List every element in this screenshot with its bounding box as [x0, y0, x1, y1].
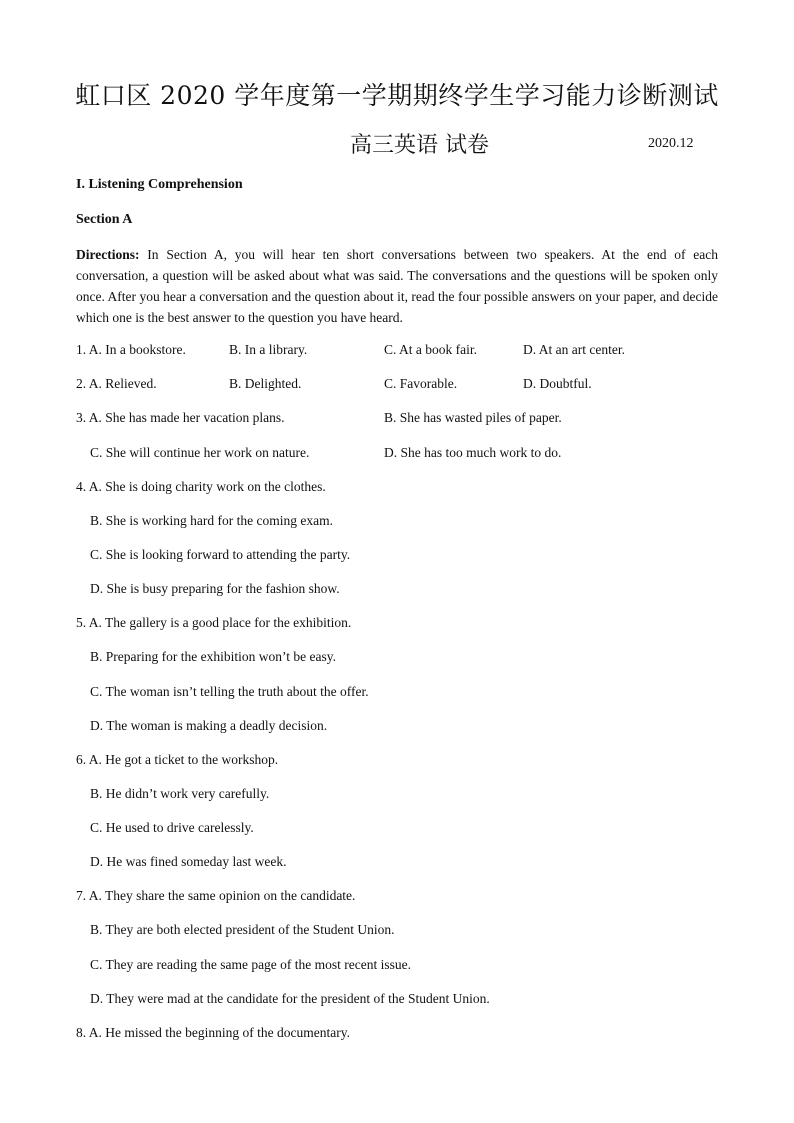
- q5-option-c: C. The woman isn’t telling the truth about the offer.: [90, 684, 369, 699]
- section-title: Section A: [76, 212, 133, 227]
- q3-option-b: B. She has wasted piles of paper.: [384, 410, 562, 425]
- q8-option-a: 8. A. He missed the beginning of the documentary.: [76, 1025, 350, 1040]
- q4-option-c: C. She is looking forward to attending the party.: [90, 547, 351, 562]
- directions-label: Directions:: [76, 247, 140, 262]
- q5-option-a: 5. A. The gallery is a good place for the exhibition.: [76, 615, 352, 630]
- q2-option-c: C. Favorable.: [384, 376, 458, 391]
- exam-date: 2020.12: [648, 136, 694, 151]
- q6-option-d: D. He was fined someday last week.: [90, 854, 287, 869]
- directions-text: In Section A, you will hear ten short conversations between two speakers. At the end of each conversation, a question will be asked about what was said. The conversations and the questions will be spoken only once. After you hear a conversation and the question about it, read the four possible answers on your paper, and decide which one is the best answer to the question you have heard.: [76, 247, 718, 325]
- exam-title: 虹口区 2020 学年度第一学期期终学生学习能力诊断测试: [75, 81, 719, 110]
- q1-option-d: D. At an art center.: [523, 342, 625, 357]
- q7-option-a: 7. A. They share the same opinion on the candidate.: [76, 888, 356, 903]
- q7-option-c: C. They are reading the same page of the most recent issue.: [90, 957, 412, 972]
- q6-option-b: B. He didn’t work very carefully.: [90, 786, 270, 801]
- q3-option-d: D. She has too much work to do.: [384, 445, 562, 460]
- q1-option-a: 1. A. In a bookstore.: [76, 342, 186, 357]
- q2-option-b: B. Delighted.: [229, 376, 302, 391]
- exam-subtitle: 高三英语 试卷: [350, 133, 489, 158]
- q4-option-d: D. She is busy preparing for the fashion show.: [90, 581, 340, 596]
- q6-option-a: 6. A. He got a ticket to the workshop.: [76, 752, 279, 767]
- q5-option-b: B. Preparing for the exhibition won’t be easy.: [90, 649, 336, 664]
- q2-option-a: 2. A. Relieved.: [76, 376, 157, 391]
- q6-option-c: C. He used to drive carelessly.: [90, 820, 254, 835]
- q7-option-d: D. They were mad at the candidate for the president of the Student Union.: [90, 991, 490, 1006]
- q3-option-c: C. She will continue her work on nature.: [90, 445, 310, 460]
- q1-option-b: B. In a library.: [229, 342, 308, 357]
- q2-option-d: D. Doubtful.: [523, 376, 592, 391]
- q4-option-a: 4. A. She is doing charity work on the clothes.: [76, 479, 326, 494]
- part-title: I. Listening Comprehension: [76, 177, 243, 192]
- q4-option-b: B. She is working hard for the coming exam.: [90, 513, 333, 528]
- q5-option-d: D. The woman is making a deadly decision.: [90, 718, 328, 733]
- q1-option-c: C. At a book fair.: [384, 342, 477, 357]
- q7-option-b: B. They are both elected president of the Student Union.: [90, 922, 395, 937]
- q3-option-a: 3. A. She has made her vacation plans.: [76, 410, 285, 425]
- directions-paragraph: [76, 244, 718, 328]
